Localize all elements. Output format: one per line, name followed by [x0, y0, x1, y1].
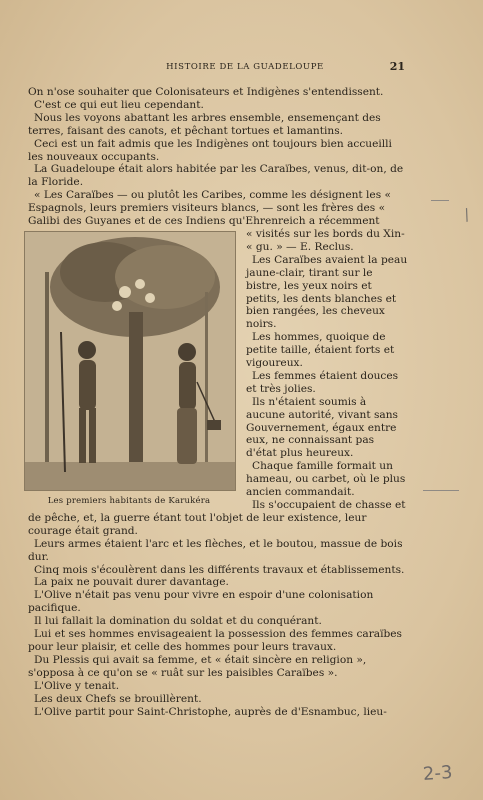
handwritten-margin-note: 2-3 — [422, 761, 454, 786]
paragraph: L'Olive n'était pas venu pour vivre en espoir d'une colonisation pacifique. — [28, 589, 374, 615]
paragraph: On n'ose souhaiter que Colonisateurs et Indigènes s'entendissent. — [28, 86, 384, 98]
paragraph: La paix ne pouvait durer davantage. — [34, 576, 229, 589]
paragraph: La Guadeloupe était alors habitée par les Caraïbes, venus, dit-on, de la Floride. — [28, 163, 404, 189]
paragraph: Ceci est un fait admis que les Indigènes ont toujours bien accueilli les nouveaux occupants. — [28, 137, 392, 163]
paragraph: Cinq mois s'écoulèrent dans les différents travaux et établissements. — [34, 563, 405, 576]
paragraph: Les hommes, quoique de petite taille, étaient forts et vigoureux. — [246, 331, 395, 370]
paragraph: Les Caraïbes avaient la peau jaune-clair, tirant sur le bistre, les yeux noirs et petits, les dents blanches et bien rangées, les cheveux noirs. — [246, 253, 408, 331]
paragraph: Lui et ses hommes envisageaient la possession des femmes caraïbes pour leur plaisir, et celle des hommes pour leurs travaux. — [28, 628, 402, 653]
paragraph: Nous les voyons abattant les arbres ensemble, ensemençant des terres, faisant des canots, et pêchant tortues et lamantins. — [28, 111, 381, 137]
paragraph: L'Olive partit pour Saint-Christophe, auprès de d'Esnambuc, lieu- — [34, 705, 387, 718]
paragraph: Leurs armes étaient l'arc et les flèches, et le boutou, massue de bois dur. — [28, 537, 403, 563]
paragraph: « Les Caraïbes — ou plutôt les Caribes, comme les désignent les « Espagnols, leurs premiers visiteurs blancs, — sont les frères des « Galibi des Guyanes et de ces Indiens qu'Ehrenreich a récemment — [28, 189, 391, 228]
paragraph: Les femmes étaient douces et très jolies. — [246, 369, 399, 395]
pencil-mark — [431, 200, 449, 201]
paragraph: Du Plessis qui avait sa femme, et « était sincère en religion », s'opposa à ce qu'on se « ruât sur les paisibles Caraïbes ». — [28, 653, 367, 679]
paragraph: C'est ce qui eut lieu cependant. — [34, 98, 204, 111]
engraving-image — [24, 231, 236, 491]
pencil-mark — [423, 490, 459, 491]
paragraph: L'Olive y tenait. — [34, 679, 120, 692]
body-text — [28, 86, 408, 718]
illustration-figure — [20, 231, 238, 508]
paragraph: Ils s'occupaient de chasse et de pêche, et, la guerre étant tout l'objet de leur existence, leur courage était grand. — [28, 499, 406, 537]
running-title: HISTOIRE DE LA GUADELOUPE — [166, 62, 324, 72]
pencil-mark: / — [460, 204, 473, 225]
quote-continuation: « visités sur les bords du Xin- « gu. » — E. Reclus. — [246, 227, 405, 253]
paragraph: Ils n'étaient soumis à aucune autorité, vivant sans Gouvernement, égaux entre eux, ne connaissant pas d'état plus heureux. — [246, 395, 398, 460]
paragraph: Il lui fallait la domination du soldat et du conquérant. — [34, 615, 322, 628]
page-number: 21 — [389, 60, 405, 73]
paragraph: Chaque famille formait un hameau, ou carbet, où le plus ancien commandait. — [246, 460, 406, 499]
paragraph: Les deux Chefs se brouillèrent. — [34, 692, 202, 705]
figure-caption: Les premiers habitants de Karukéra — [47, 495, 211, 506]
